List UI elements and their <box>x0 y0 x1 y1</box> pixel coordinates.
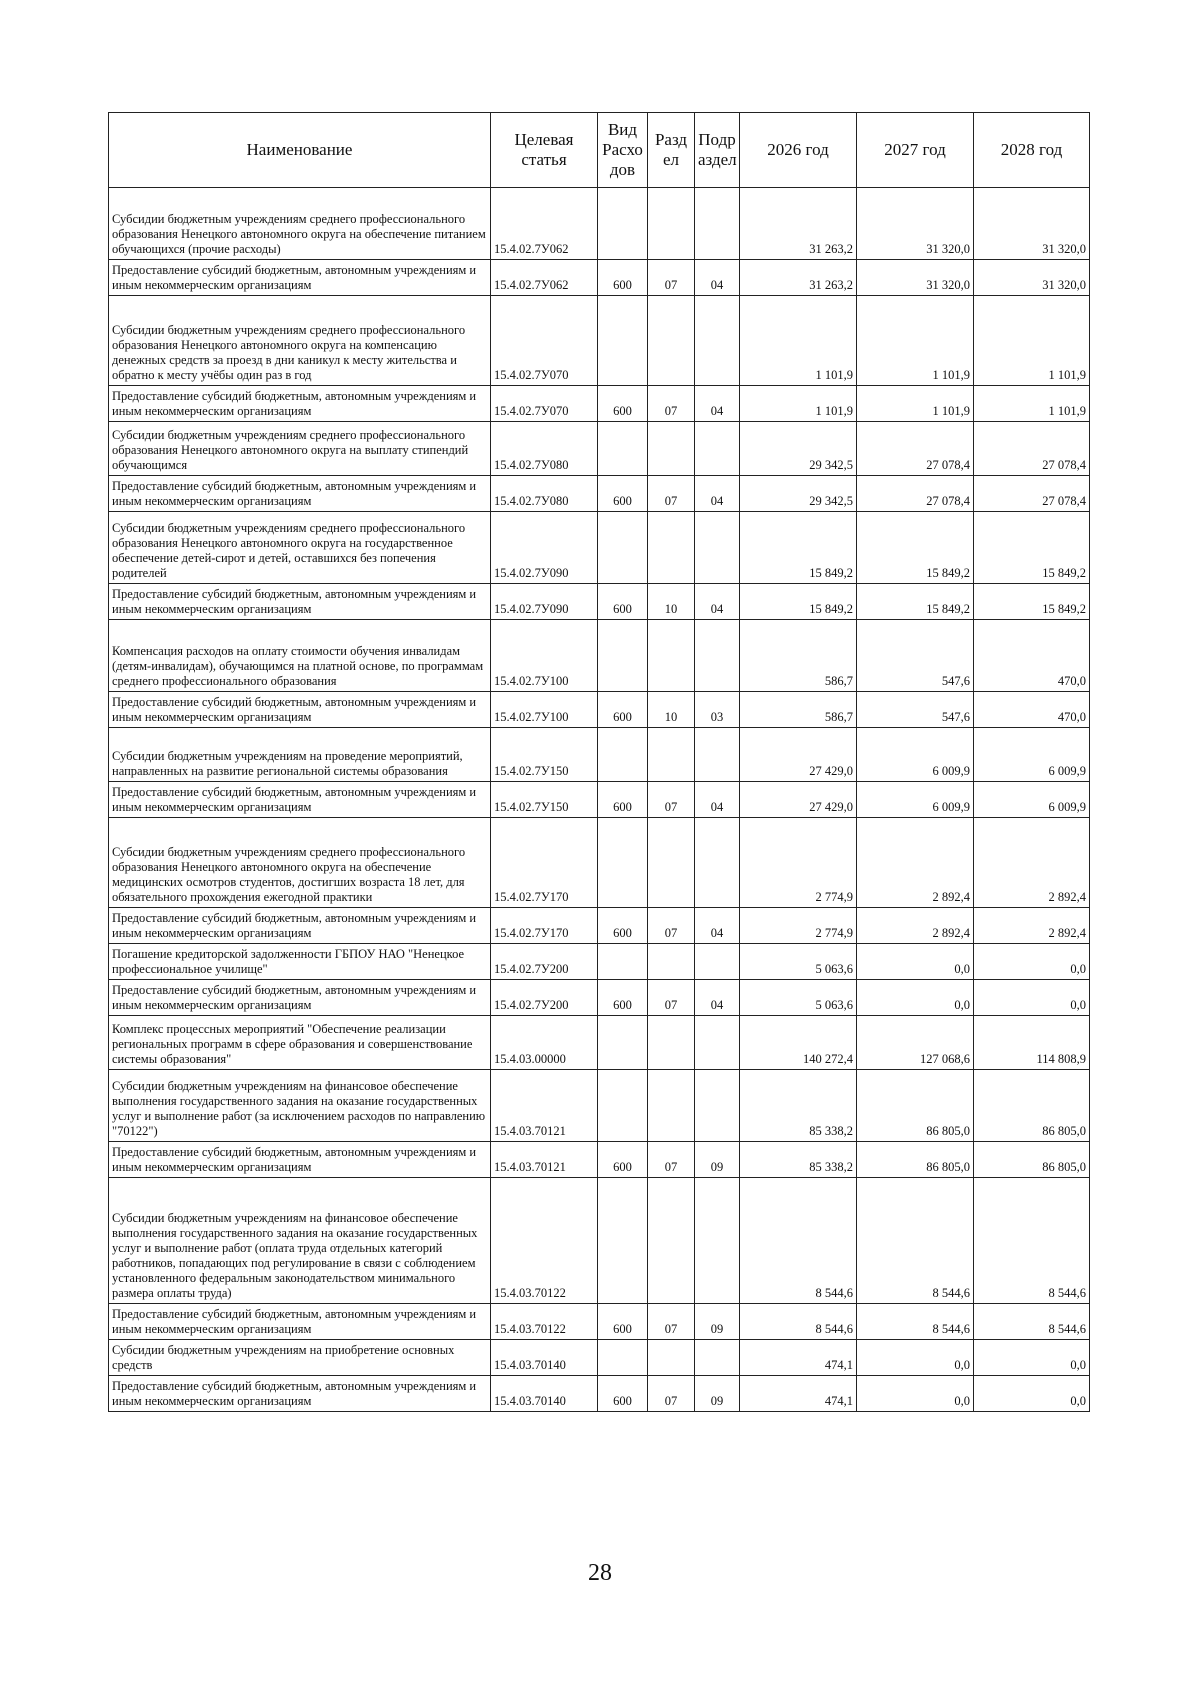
table-row <box>109 1304 1090 1340</box>
cell-name: Предоставление субсидий бюджетным, автономным учреждениям и иным некоммерческим организациям <box>109 476 491 512</box>
cell-2026: 15 849,2 <box>740 512 857 584</box>
cell-section <box>648 1340 695 1376</box>
cell-2026: 27 429,0 <box>740 782 857 818</box>
table-row <box>109 188 1090 260</box>
cell-name: Субсидии бюджетным учреждениям среднего профессионального образования Ненецкого автономного округа на компенсацию денежных средств за проезд в дни каникул к месту жительства и обратно к месту учёбы один раз в год <box>109 296 491 386</box>
cell-subsection <box>695 1178 740 1304</box>
cell-section <box>648 620 695 692</box>
cell-expense-type <box>598 1070 648 1142</box>
header-section: Разд ел <box>648 113 695 188</box>
cell-2026: 8 544,6 <box>740 1304 857 1340</box>
cell-expense-type: 600 <box>598 260 648 296</box>
cell-section <box>648 818 695 908</box>
cell-subsection <box>695 620 740 692</box>
cell-2028: 31 320,0 <box>974 188 1090 260</box>
cell-expense-type: 600 <box>598 908 648 944</box>
cell-2027: 15 849,2 <box>857 512 974 584</box>
cell-name: Субсидии бюджетным учреждениям на приобретение основных средств <box>109 1340 491 1376</box>
cell-2028: 6 009,9 <box>974 728 1090 782</box>
cell-2028: 114 808,9 <box>974 1016 1090 1070</box>
cell-expense-type <box>598 1016 648 1070</box>
cell-2028: 27 078,4 <box>974 476 1090 512</box>
cell-expense-type <box>598 620 648 692</box>
table-row <box>109 512 1090 584</box>
cell-target-article: 15.4.02.7У062 <box>491 188 598 260</box>
cell-section <box>648 728 695 782</box>
cell-name: Субсидии бюджетным учреждениям среднего профессионального образования Ненецкого автономного округа на государственное обеспечение детей-сирот и детей, оставшихся без попечения родителей <box>109 512 491 584</box>
table-row <box>109 1142 1090 1178</box>
cell-subsection <box>695 944 740 980</box>
cell-2026: 29 342,5 <box>740 476 857 512</box>
cell-section: 07 <box>648 1304 695 1340</box>
cell-2027: 547,6 <box>857 692 974 728</box>
header-2026: 2026 год <box>740 113 857 188</box>
header-target-article: Целевая статья <box>491 113 598 188</box>
cell-2026: 8 544,6 <box>740 1178 857 1304</box>
header-name: Наименование <box>109 113 491 188</box>
cell-section <box>648 422 695 476</box>
cell-2026: 1 101,9 <box>740 296 857 386</box>
cell-2028: 0,0 <box>974 1340 1090 1376</box>
cell-name: Предоставление субсидий бюджетным, автономным учреждениям и иным некоммерческим организациям <box>109 782 491 818</box>
header-subsection: Подр аздел <box>695 113 740 188</box>
cell-subsection <box>695 296 740 386</box>
cell-2027: 547,6 <box>857 620 974 692</box>
cell-2027: 27 078,4 <box>857 476 974 512</box>
table-row <box>109 980 1090 1016</box>
cell-section: 07 <box>648 476 695 512</box>
cell-2028: 0,0 <box>974 944 1090 980</box>
cell-subsection <box>695 818 740 908</box>
cell-section <box>648 296 695 386</box>
cell-2027: 0,0 <box>857 1376 974 1412</box>
table-row <box>109 386 1090 422</box>
cell-expense-type <box>598 422 648 476</box>
cell-2027: 6 009,9 <box>857 728 974 782</box>
cell-name: Субсидии бюджетным учреждениям на проведение мероприятий, направленных на развитие региональной системы образования <box>109 728 491 782</box>
cell-target-article: 15.4.02.7У090 <box>491 584 598 620</box>
cell-expense-type: 600 <box>598 386 648 422</box>
cell-target-article: 15.4.03.70121 <box>491 1070 598 1142</box>
cell-subsection <box>695 422 740 476</box>
cell-subsection <box>695 1016 740 1070</box>
cell-2026: 5 063,6 <box>740 980 857 1016</box>
cell-target-article: 15.4.02.7У062 <box>491 260 598 296</box>
cell-target-article: 15.4.02.7У100 <box>491 620 598 692</box>
cell-2028: 8 544,6 <box>974 1304 1090 1340</box>
cell-2027: 31 320,0 <box>857 188 974 260</box>
cell-target-article: 15.4.03.70140 <box>491 1376 598 1412</box>
cell-name: Предоставление субсидий бюджетным, автономным учреждениям и иным некоммерческим организациям <box>109 980 491 1016</box>
table-row <box>109 692 1090 728</box>
header-2027: 2027 год <box>857 113 974 188</box>
cell-section: 10 <box>648 692 695 728</box>
cell-2026: 140 272,4 <box>740 1016 857 1070</box>
cell-2026: 2 774,9 <box>740 818 857 908</box>
cell-2028: 86 805,0 <box>974 1142 1090 1178</box>
cell-2026: 31 263,2 <box>740 260 857 296</box>
cell-target-article: 15.4.02.7У080 <box>491 422 598 476</box>
cell-target-article: 15.4.02.7У200 <box>491 980 598 1016</box>
cell-subsection: 04 <box>695 386 740 422</box>
cell-2026: 474,1 <box>740 1340 857 1376</box>
table-row <box>109 1070 1090 1142</box>
cell-2027: 0,0 <box>857 980 974 1016</box>
page-number: 28 <box>588 1560 612 1586</box>
cell-expense-type <box>598 296 648 386</box>
table-row <box>109 944 1090 980</box>
table-row <box>109 476 1090 512</box>
table-row <box>109 260 1090 296</box>
cell-name: Субсидии бюджетным учреждениям на финансовое обеспечение выполнения государственного задания на оказание государственных услуг и выполнение работ (за исключением расходов по направлению "70122") <box>109 1070 491 1142</box>
cell-target-article: 15.4.02.7У100 <box>491 692 598 728</box>
cell-target-article: 15.4.03.70122 <box>491 1304 598 1340</box>
table-row <box>109 1016 1090 1070</box>
cell-2026: 85 338,2 <box>740 1142 857 1178</box>
cell-expense-type <box>598 728 648 782</box>
cell-name: Погашение кредиторской задолженности ГБПОУ НАО "Ненецкое профессиональное училище" <box>109 944 491 980</box>
cell-2026: 5 063,6 <box>740 944 857 980</box>
cell-subsection <box>695 728 740 782</box>
cell-2027: 2 892,4 <box>857 818 974 908</box>
table-row <box>109 728 1090 782</box>
cell-2026: 586,7 <box>740 692 857 728</box>
cell-section: 10 <box>648 584 695 620</box>
cell-expense-type: 600 <box>598 980 648 1016</box>
cell-name: Предоставление субсидий бюджетным, автономным учреждениям и иным некоммерческим организациям <box>109 260 491 296</box>
cell-2028: 8 544,6 <box>974 1178 1090 1304</box>
cell-expense-type <box>598 1340 648 1376</box>
cell-subsection: 09 <box>695 1142 740 1178</box>
cell-2028: 2 892,4 <box>974 908 1090 944</box>
cell-2027: 15 849,2 <box>857 584 974 620</box>
table-row <box>109 908 1090 944</box>
cell-target-article: 15.4.02.7У170 <box>491 908 598 944</box>
cell-section: 07 <box>648 782 695 818</box>
cell-subsection: 04 <box>695 584 740 620</box>
cell-2028: 1 101,9 <box>974 296 1090 386</box>
cell-2026: 31 263,2 <box>740 188 857 260</box>
cell-name: Предоставление субсидий бюджетным, автономным учреждениям и иным некоммерческим организациям <box>109 584 491 620</box>
cell-name: Предоставление субсидий бюджетным, автономным учреждениям и иным некоммерческим организациям <box>109 1304 491 1340</box>
cell-2027: 8 544,6 <box>857 1178 974 1304</box>
cell-2027: 1 101,9 <box>857 296 974 386</box>
cell-2026: 27 429,0 <box>740 728 857 782</box>
cell-name: Предоставление субсидий бюджетным, автономным учреждениям и иным некоммерческим организациям <box>109 386 491 422</box>
header-expense-type: Вид Расхо дов <box>598 113 648 188</box>
cell-expense-type <box>598 944 648 980</box>
cell-section: 07 <box>648 1142 695 1178</box>
cell-target-article: 15.4.02.7У080 <box>491 476 598 512</box>
cell-2027: 86 805,0 <box>857 1142 974 1178</box>
table-row <box>109 422 1090 476</box>
table-row <box>109 1340 1090 1376</box>
cell-section: 07 <box>648 260 695 296</box>
cell-expense-type <box>598 1178 648 1304</box>
cell-2028: 1 101,9 <box>974 386 1090 422</box>
cell-name: Субсидии бюджетным учреждениям на финансовое обеспечение выполнения государственного задания на оказание государственных услуг и выполнение работ (оплата труда отдельных категорий работников, попадающих под регулирование в связи с соблюдением установленного федеральным законодательством минимального размера оплаты труда) <box>109 1178 491 1304</box>
cell-target-article: 15.4.02.7У150 <box>491 728 598 782</box>
cell-2026: 2 774,9 <box>740 908 857 944</box>
cell-subsection: 09 <box>695 1304 740 1340</box>
cell-name: Субсидии бюджетным учреждениям среднего профессионального образования Ненецкого автономного округа на обеспечение питанием обучающихся (прочие расходы) <box>109 188 491 260</box>
table-row <box>109 620 1090 692</box>
table-row <box>109 296 1090 386</box>
cell-2028: 470,0 <box>974 692 1090 728</box>
cell-2027: 2 892,4 <box>857 908 974 944</box>
cell-2028: 0,0 <box>974 980 1090 1016</box>
cell-subsection: 03 <box>695 692 740 728</box>
cell-expense-type: 600 <box>598 782 648 818</box>
cell-2027: 127 068,6 <box>857 1016 974 1070</box>
cell-section <box>648 1178 695 1304</box>
cell-2027: 86 805,0 <box>857 1070 974 1142</box>
cell-name: Субсидии бюджетным учреждениям среднего профессионального образования Ненецкого автономного округа на обеспечение медицинских осмотров студентов, достигших возраста 18 лет, для обязательного прохождения ежегодной практики <box>109 818 491 908</box>
cell-target-article: 15.4.03.00000 <box>491 1016 598 1070</box>
cell-section: 07 <box>648 908 695 944</box>
cell-2028: 27 078,4 <box>974 422 1090 476</box>
cell-2028: 470,0 <box>974 620 1090 692</box>
table-header-row <box>109 113 1090 188</box>
cell-2027: 0,0 <box>857 1340 974 1376</box>
budget-table <box>108 112 1090 1412</box>
cell-subsection: 04 <box>695 908 740 944</box>
cell-2026: 474,1 <box>740 1376 857 1412</box>
cell-target-article: 15.4.03.70140 <box>491 1340 598 1376</box>
cell-expense-type: 600 <box>598 1304 648 1340</box>
header-2028: 2028 год <box>974 113 1090 188</box>
cell-subsection: 09 <box>695 1376 740 1412</box>
cell-expense-type: 600 <box>598 1142 648 1178</box>
cell-2026: 85 338,2 <box>740 1070 857 1142</box>
cell-2028: 86 805,0 <box>974 1070 1090 1142</box>
cell-target-article: 15.4.02.7У200 <box>491 944 598 980</box>
cell-2026: 15 849,2 <box>740 584 857 620</box>
cell-name: Комплекс процессных мероприятий "Обеспечение реализации региональных программ в сфере образования и совершенствование системы образования" <box>109 1016 491 1070</box>
cell-section: 07 <box>648 386 695 422</box>
cell-2028: 2 892,4 <box>974 818 1090 908</box>
cell-section <box>648 1016 695 1070</box>
cell-target-article: 15.4.02.7У070 <box>491 386 598 422</box>
cell-2028: 15 849,2 <box>974 584 1090 620</box>
cell-name: Предоставление субсидий бюджетным, автономным учреждениям и иным некоммерческим организациям <box>109 692 491 728</box>
cell-subsection <box>695 1340 740 1376</box>
cell-target-article: 15.4.03.70122 <box>491 1178 598 1304</box>
cell-2027: 8 544,6 <box>857 1304 974 1340</box>
cell-expense-type: 600 <box>598 1376 648 1412</box>
table-row <box>109 1376 1090 1412</box>
cell-expense-type <box>598 818 648 908</box>
cell-subsection <box>695 1070 740 1142</box>
cell-2027: 0,0 <box>857 944 974 980</box>
cell-2028: 0,0 <box>974 1376 1090 1412</box>
cell-expense-type <box>598 188 648 260</box>
cell-2026: 586,7 <box>740 620 857 692</box>
cell-section: 07 <box>648 980 695 1016</box>
cell-2028: 31 320,0 <box>974 260 1090 296</box>
cell-2027: 1 101,9 <box>857 386 974 422</box>
cell-subsection <box>695 188 740 260</box>
cell-subsection: 04 <box>695 782 740 818</box>
cell-target-article: 15.4.02.7У170 <box>491 818 598 908</box>
cell-2027: 6 009,9 <box>857 782 974 818</box>
table-row <box>109 818 1090 908</box>
cell-2026: 1 101,9 <box>740 386 857 422</box>
cell-target-article: 15.4.02.7У070 <box>491 296 598 386</box>
cell-name: Предоставление субсидий бюджетным, автономным учреждениям и иным некоммерческим организациям <box>109 1376 491 1412</box>
table-row <box>109 584 1090 620</box>
cell-name: Компенсация расходов на оплату стоимости обучения инвалидам (детям-инвалидам), обучающимся на платной основе, по программам среднего профессионального образования <box>109 620 491 692</box>
cell-expense-type <box>598 512 648 584</box>
cell-name: Предоставление субсидий бюджетным, автономным учреждениям и иным некоммерческим организациям <box>109 1142 491 1178</box>
table-row <box>109 1178 1090 1304</box>
cell-name: Субсидии бюджетным учреждениям среднего профессионального образования Ненецкого автономного округа на выплату стипендий обучающимся <box>109 422 491 476</box>
cell-2028: 15 849,2 <box>974 512 1090 584</box>
cell-section: 07 <box>648 1376 695 1412</box>
cell-2027: 27 078,4 <box>857 422 974 476</box>
cell-2026: 29 342,5 <box>740 422 857 476</box>
cell-expense-type: 600 <box>598 692 648 728</box>
cell-section <box>648 1070 695 1142</box>
cell-subsection: 04 <box>695 980 740 1016</box>
cell-name: Предоставление субсидий бюджетным, автономным учреждениям и иным некоммерческим организациям <box>109 908 491 944</box>
cell-2028: 6 009,9 <box>974 782 1090 818</box>
cell-2027: 31 320,0 <box>857 260 974 296</box>
cell-expense-type: 600 <box>598 584 648 620</box>
cell-expense-type: 600 <box>598 476 648 512</box>
cell-target-article: 15.4.03.70121 <box>491 1142 598 1178</box>
cell-subsection: 04 <box>695 476 740 512</box>
cell-section <box>648 188 695 260</box>
table-row <box>109 782 1090 818</box>
table-body <box>109 188 1090 1412</box>
cell-section <box>648 512 695 584</box>
cell-target-article: 15.4.02.7У090 <box>491 512 598 584</box>
cell-section <box>648 944 695 980</box>
cell-target-article: 15.4.02.7У150 <box>491 782 598 818</box>
cell-subsection: 04 <box>695 260 740 296</box>
cell-subsection <box>695 512 740 584</box>
